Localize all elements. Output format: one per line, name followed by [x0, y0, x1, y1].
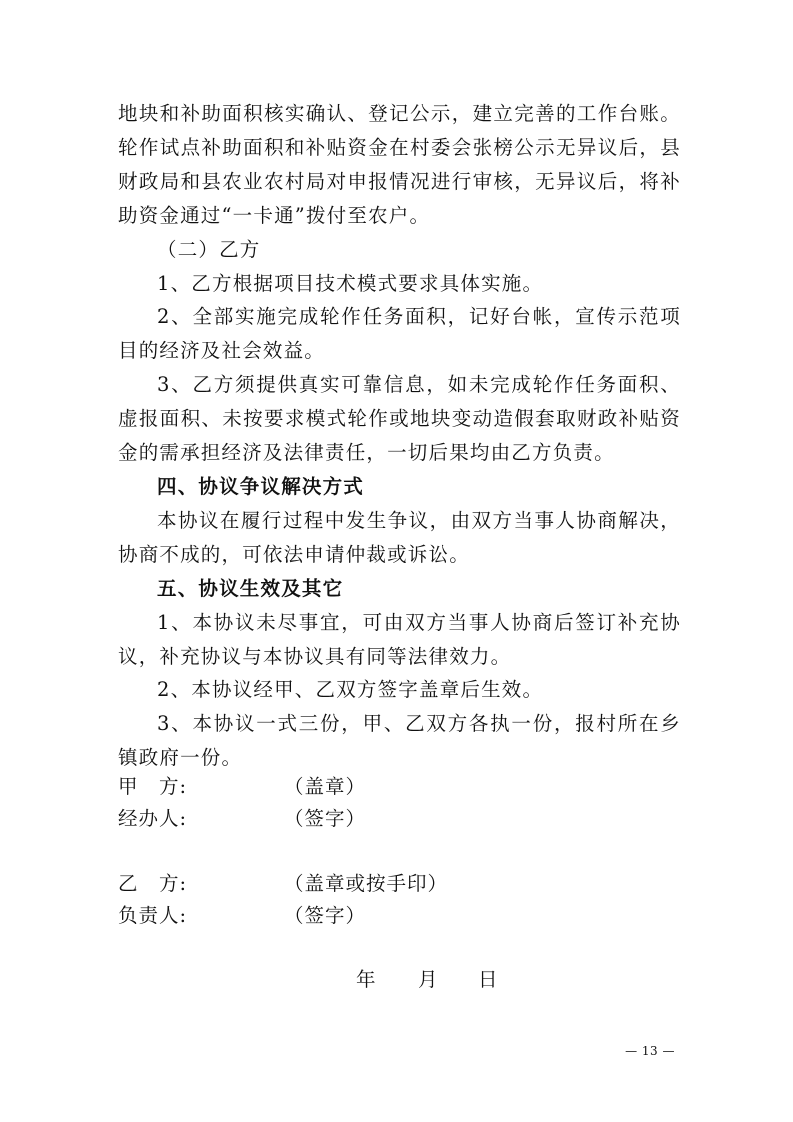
handler-signature-note: （签字） [284, 807, 367, 830]
section-heading-dispute-resolution: 四、协议争议解决方式 [157, 474, 365, 498]
party-a-label: 甲 方: [118, 775, 188, 798]
effectiveness-item-2: 2、本协议经甲、乙双方签字盖章后生效。 [157, 678, 544, 702]
owner-signature-note: （签字） [284, 904, 367, 927]
owner-label: 负责人: [118, 904, 188, 927]
date-month: 月 [418, 968, 438, 991]
page-number: — 13 — [625, 1044, 675, 1058]
party-b-item-1: 1、乙方根据项目技术模式要求具体实施。 [157, 271, 544, 295]
party-b-item-3: 3、乙方须提供真实可靠信息，如未完成轮作任务面积、虚报面积、未按要求模式轮作或地块变动造假套取财政补贴资金的需承担经济及法律责任，一切后果均由乙方负责。 [118, 373, 681, 465]
date-day: 日 [478, 968, 498, 991]
document-body [118, 97, 681, 775]
section-heading-party-b: （二）乙方 [157, 237, 261, 261]
paragraph-dispute-resolution: 本协议在履行过程中发生争议，由双方当事人协商解决，协商不成的，可依法申请仲裁或诉讼。 [118, 508, 681, 566]
handler-label: 经办人: [118, 807, 188, 830]
party-a-seal-note: （盖章） [284, 775, 367, 798]
effectiveness-item-3: 3、本协议一式三份，甲、乙双方各执一份，报村所在乡镇政府一份。 [118, 712, 681, 770]
paragraph-subsidy-process: 地块和补助面积核实确认、登记公示，建立完善的工作台账。轮作试点补助面积和补贴资金在村委会张榜公示无异议后，县财政局和县农业农村局对申报情况进行审核，无异议后，将补助资金通过“一卡通”拨付至农户。 [118, 102, 681, 227]
signature-row-party-a-handler [118, 803, 678, 835]
signature-row-party-a [118, 771, 678, 803]
date-year: 年 [356, 968, 376, 991]
signature-row-party-b-owner [118, 900, 678, 932]
party-b-item-2: 2、全部实施完成轮作任务面积，记好台帐，宣传示范项目的经济及社会效益。 [118, 305, 681, 363]
effectiveness-item-1: 1、本协议未尽事宜，可由双方当事人协商后签订补充协议，补充协议与本协议具有同等法律效力。 [118, 610, 681, 668]
section-heading-effectiveness: 五、协议生效及其它 [157, 576, 344, 600]
party-b-label: 乙 方: [118, 872, 188, 895]
signature-row-party-b [118, 868, 678, 900]
party-b-seal-note: （盖章或按手印） [284, 872, 449, 895]
